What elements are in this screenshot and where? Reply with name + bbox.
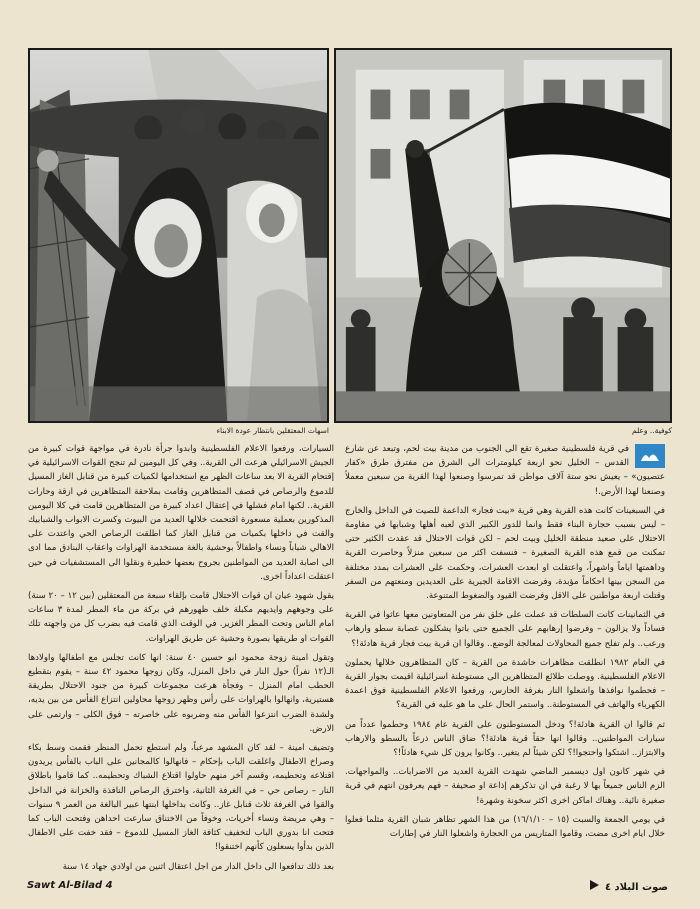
article-column-right — [345, 442, 665, 868]
article-paragraph: يقول شهود عيان ان قوات الاحتلال قامت بإلقاء سبعة من المعتقلين (بين ١٢ – ٢٠ سنة) على وجوههم وايديهم مكبلة خلف ظهورهم في بركة من ماء المطر لمدة ٣ ساعات امام الناس وتحت المطر الغزير. في الوقت الذي قامت فيه بضرب كل من واجهته تلك القوات او طريقها بصورة وحشية عن طريق الهراوات. — [28, 591, 334, 644]
article-paragraph: في العام ١٩٨٢ انطلقت مظاهرات حاشدة من القرية – كان المتظاهرون خلالها يحملون الاعلام الفلسطينية. ووصلت طلائع المتظاهرين الى مستوطنة اسرائيلية اقيمت بجوار القرية – فحطموا نوافذها واشعلوا النار بغرفة الحارس، ورفعوا الاعلام الفلسطينية فوق اعمدة الكهرباء والهاتف في المستوطنة.. واستمر الحال على ما هو عليه في القرية؟ — [345, 657, 665, 711]
photo-mothers-waiting-image — [30, 50, 327, 421]
footer-arabic-label: صوت البلاد ٤ — [604, 882, 668, 893]
article-paragraph: ثم قالوا ان القرية هادئة!؟ ودخل المستوطنون على القرية عام ١٩٨٤ وحطموا عدداً من سيارات المواطنين.. وقالوا انها حقاً قرية هادئة!؟ ضاق الناس ذرعاً بالسطو والارهاب والابتزاز.. اشتكوا واحتجوا!؟ لكن شيئاً لم يتغير.. وكانوا يرون كل شيء هادئاً!؟ — [345, 719, 665, 759]
photo-mothers-waiting — [28, 48, 329, 423]
article-paragraph: في يومي الجمعة والسبت (١٥ – ١٦/١/١٠) من هذا الشهر تظاهر شبان القرية مثلما فعلوا خلال ايام اخرى مضت، وقاموا المتاريس من الحجارة واشعلوا النار في إطارات — [345, 814, 665, 840]
article-paragraph: في السبعينات كانت هذه القرية وهي قرية «بيت فجار» الداعمة للصيت في الداخل والخارج – ليس بسبب حجارة البناء فقط وانما للدور الكبير الذي لعبه أهلها وشبابها في مقاومة الاحتلال على صعيد منطقة الخليل وبيت لحم – لكن قوات الاحتلال قد عقدت الكثير حتى تمكنت من قمع هذه القرية الصغيرة – فنسفت اكثر من سبعين منزلاً وحاصرت القرية وداهمتها اياماً واشهراً، واعتقلت او ابعدت العشرات، وحكمت على العشرات بمدد مختلفة من السجن بينها احكاماً مؤبدة، وفرضت الاقامة الجبرية على العديدين ومنعتهم من السفر وقتلت اربعة مواطنين على الاقل وفرضت القيود والضغوط المتنوعة. — [345, 505, 665, 602]
photo-keffiyeh-flag-image — [336, 50, 670, 421]
article-paragraph: في الثمانينات كانت السلطات قد عملت على خلق نفر من المتعاونين معها عاثوا في القرية فساداً ولا يزالون – وفرضوا إرهابهم على الجميع حتى باتوا يشكلون عصابة سطو وارهاب ورعب.. ولم تفلح جميع المحاولات لمعالجة الوضع.. وقالوا ان قرية بيت فجار قرية هادئة!؟ — [345, 610, 665, 649]
article-column-left — [28, 442, 334, 876]
photo-caption-right: كوفية.. وعلم — [631, 426, 672, 435]
article-paragraph: وتضيف امينة – لقد كان المشهد مرعباً، ولم استطع تحمل المنظر فقمت وسط بكاء وصراخ الاطفال واغلقت الباب بإحكام – فانهالوا كالمجانين على الباب بالفأس يريدون اقتلاعه وتحطيمه، وقسم آخر منهم حاولوا اقتلاع الشباك وتحطيمه.. كما قاموا باطلاق النار – رصاص حي – في الغرفة الثانية، واخترق الرصاص النافذة والخزانة في الداخل والقوا في الغرفة ثلاث قنابل غاز.. وكانت بداخلها ابنتها عبير البالغة من العمر ٩ سنوات – وهي مريضة ونساء أخريات، وخوفاً من الاختناق سارعت احداهن وفتحت الباب كما فتحت انا بدوري الباب لتخفيف كثافة الغاز المسيل للدموع – فقد خفت على الاطفال الذين بدأوا يسعلون كأنهم اختنقوا! — [28, 743, 334, 853]
article-start-mark-icon — [635, 444, 665, 468]
article-paragraph: في شهر كانون اول ديسمبر الماضي شهدت القرية العديد من الاضرابات.. والمواجهات. الزم الناس جميعاً بها لا رغبة في ان تذكرهم إذاعة او صحيفة – فهم يعرفون انتهم في قرية صغيرة نائية.. وهناك اماكن اخرى اكثر سخونة وشهرة! — [345, 767, 665, 806]
photo-keffiyeh-flag — [334, 48, 672, 423]
photo-caption-left: اسهات المعتقلين بانتظار عودة الابناء — [216, 426, 329, 435]
article-paragraph — [345, 442, 665, 499]
footer-magazine-name-latin: Sawt Al-Bilad 4 — [27, 880, 113, 891]
arrow-right-icon — [590, 880, 599, 893]
article-paragraph: السيارات، ورفعوا الاعلام الفلسطينية وابدوا جرأة نادرة في مواجهة قوات كبيرة من الجيش الاسرائيلي هرعت الى القرية.. وفي كل اليومين لم تنجح القوات الاسرائيلية في إقتحام القرية الا بعد ساعات الظهر مع استخدامها لكميات كبيرة من قنابل الغاز المسيل للدموع والرصاص في قصف المتظاهرين وقامت بملاحقة المتظاهرين في ازقة وحارات القرية.. لكنها امام فشلها في إعتقال اعداد كبيرة من المتظاهرين قامت في كلا اليومين المذكورين بعملية مسعورة اقتحمت خلالها العديد من البيوت وكسرت الابواب والشبابيك والقت في داخلها بكميات من قنابل الغاز كما اطلقت الرصاص الحي واعتدت على الاهالي شباباً ونساء واطفالاً بوحشية بالغة مستخدمة الهراوات واعقاب البنادق مما ادى الى اصابة العديد من المواطنين بجروح بعضها خطيرة ونقلوا الى المستشفيات في حين اعتقلت اعداداً اخرى. — [28, 444, 334, 582]
article-paragraph-text: في قرية فلسطينية صغيرة تقع الى الجنوب من مدينة بيت لحم، وتبعد عن شارع القدس – الخليل نحو اربعة كيلومترات الى الشرق من مفترق طرق «كفار عتصيون» – يعيش نحو ستة آلاف مواطن قد تمرسوا وصنعوا لهذا القرية من سبعين معملاً وصنعنا لهذا الأرض.! — [345, 444, 665, 497]
article-paragraph: بعد ذلك تدافعوا الى داخل الدار من اجل اعتقال اثنين من اولادي جهاد ١٤ سنة — [62, 861, 334, 872]
article-paragraph: وتقول امينة زوجة محمود ابو حسين ٤٠ سنة: انها كانت تجلس مع اطفالها واولادها الـ(١٢ نفراً) حول النار في داخل المنزل، وكان زوجها محمود ٤٢ سنة – يقوم بتقطيع الحطب امام المنزل – وفجأة هرعت مجموعات كبيرة من جنود الاحتلال بطريقة هستيرية، وانهالوا بالهراوات على رأس وظهر زوجها محاولين انتزاع الفأس من بين يديه، ولشدة الضرب انتزعوا الفأس منه وضربوه على خاصرته – فوق الكلى – وارتمى على الارض. — [28, 652, 334, 734]
footer-magazine-name-arabic — [590, 880, 668, 893]
